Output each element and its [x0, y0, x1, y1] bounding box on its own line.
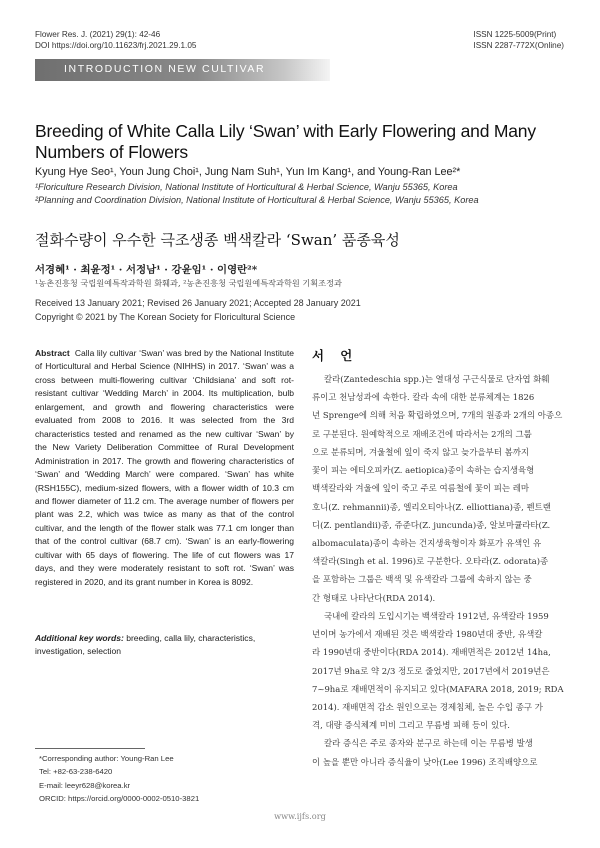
affiliation-2: ²Planning and Coordination Division, National Institute of Horticultural & Herbal Science, Wanju 55365, Korea: [35, 195, 479, 205]
introduction-line: 으로 분류되며, 겨울철에 잎이 죽지 않고 늦가을부터 봄까지: [312, 446, 530, 457]
copyright-line: Copyright © 2021 by The Korean Society for Floricultural Science: [35, 311, 296, 322]
issn-block: [473, 29, 564, 51]
introduction-line: albomaculata)종이 속하는 건지생육형이자 화포가 유색인 유: [312, 537, 542, 548]
korean-author-list: 서경혜¹ · 최윤정¹ · 서정남¹ · 강윤임¹ · 이영란²*: [35, 264, 258, 276]
correspondence-block: [39, 752, 199, 805]
introduction-body: [312, 370, 570, 771]
introduction-line: 라 1990년대 중반이다(RDA 2014). 재배면적은 2012년 14ha,: [312, 647, 551, 658]
introduction-line: 간 형태로 나타난다(RDA 2014).: [312, 592, 436, 603]
introduction-heading: 서 언: [312, 348, 359, 363]
abstract-label: Abstract: [35, 348, 70, 358]
introduction-line: 격, 대량 증식체계 미비 그리고 무름병 피해 등이 있다.: [312, 720, 510, 731]
affiliation-1: ¹Floriculture Research Division, National Institute of Horticultural & Herbal Science, Wanju 55365, Korea: [35, 182, 458, 192]
keywords: [35, 632, 294, 659]
abstract: [35, 347, 294, 589]
dates-block: [35, 297, 361, 324]
introduction-line: 로 구분된다. 원예학적으로 재배조건에 따라서는 2개의 그룹: [312, 428, 532, 439]
corresponding-tel: Tel: +82-63-238-6420: [39, 767, 113, 777]
introduction-line: 백색칼라와 겨울에 잎이 죽고 주로 여름철에 꽃이 피는 레마: [312, 483, 530, 494]
abstract-text: Calla lily cultivar ‘Swan’ was bred by the National Institute of Horticultural and Herbal Science (NIHHS) in 2017. ‘Swan’ was a cross between multi-flowering cultivar ‘Childsiana’ and soft rot-resistant cultivar ‘Wedding March’ in 2004. Its multiplication, bulb enlargement, and growth and flowering characteristics were evaluated from 2008 to 2016. It was selected from the 3rd characteristics tested and renamed as the new cultivar ‘Swan’ by the New Variety Deliberation Committee of Rural Development Administration in 2017. The growth and flowering characteristics of ‘Swan’ and ‘Wedding March’ were compared. ‘Swan’ has white (RSH155C), medium-sized flowers, with a flower width of 10.3 cm and flower diameter of 11.2 cm. The average number of flowers per plant was 2.2, which was twice as many as that of the control cultivar, and the length of the flower stalk was 77.1 cm longer than that of the control cultivar (68.7 cm). ‘Swan’ is an early-flowering cultivar with 65 days of flowering. The life of cut flowers was 17 days, and they were moderately resistant to soft rot. ‘Swan’ was registered in 2020, and its grant number in Korea is 8092.: [35, 348, 294, 587]
section-label: INTRODUCTION NEW CULTIVAR: [64, 63, 266, 75]
issn-online: ISSN 2287-772X(Online): [473, 41, 564, 50]
introduction-line: 칼라 증식은 주로 종자와 분구로 하는데 이는 무름병 발생: [324, 738, 533, 749]
korean-title: 절화수량이 우수한 극조생종 백색칼라 ‘Swan’ 품종육성: [35, 231, 400, 249]
journal-citation: [35, 29, 196, 51]
corresponding-email[interactable]: E-mail: leeyr628@korea.kr: [39, 780, 131, 790]
introduction-line: 류이고 천남성과에 속한다. 칼라 속에 대한 분류체계는 1826: [312, 392, 535, 403]
corresponding-orcid[interactable]: ORCID: https://orcid.org/0000-0002-0510-3821: [39, 793, 200, 803]
introduction-line: 디(Z. pentlandii)종, 쥬준다(Z. juncunda)종, 알보마큘라타(Z.: [312, 519, 551, 530]
author-list: Kyung Hye Seo¹, Youn Jung Choi¹, Jung Nam Suh¹, Yun Im Kang¹, and Young-Ran Lee²*: [35, 166, 461, 178]
introduction-line: 년 Sprenge에 의해 처음 확립하였으며, 7개의 원종과 2개의 아종으: [312, 410, 563, 421]
doi-line[interactable]: DOI https://doi.org/10.11623/frj.2021.29.1.05: [35, 41, 197, 50]
introduction-line: 색칼라(Singh et al. 1996)로 구분한다. 오타라(Z. odorata)종: [312, 556, 549, 567]
introduction-line: 칼라(Zantedeschia spp.)는 열대성 구근식물로 단자엽 화훼: [324, 374, 550, 384]
corresponding-author: *Corresponding author: Young-Ran Lee: [39, 754, 174, 763]
introduction-line: 국내에 칼라의 도입시기는 백색칼라 1912년, 유색칼라 1959: [324, 610, 549, 621]
footnote-divider: [35, 748, 145, 749]
introduction-line: 2014). 재배면적 감소 원인으로는 경제침체, 높은 수입 종구 가: [312, 701, 543, 712]
issn-print: ISSN 1225-5009(Print): [473, 30, 557, 39]
journal-line: Flower Res. J. (2021) 29(1): 42-46: [35, 30, 161, 39]
introduction-line: 꽃이 피는 에티오피카(Z. aetiopica)종이 속하는 습지생육형: [312, 465, 535, 476]
introduction-line: 을 포함하는 그룹은 백색 및 유색칼라 그룹에 속하지 않는 중: [312, 574, 532, 585]
keywords-text: breeding, calla lily, characteristics, investigation, selection: [35, 633, 256, 657]
footer-url[interactable]: www.ijfs.org: [274, 811, 326, 821]
received-line: Received 13 January 2021; Revised 26 January 2021; Accepted 28 January 2021: [35, 298, 361, 308]
section-label-band: [35, 59, 330, 81]
introduction-line: 7~9ha로 재배면적이 유지되고 있다(MAFARA 2018, 2019; RDA: [312, 683, 564, 694]
introduction-line: 호니(Z. rehmannii)종, 엘리오티아나(Z. elliottiana)종, 펜트랜: [312, 501, 551, 512]
keywords-label: Additional key words:: [35, 633, 124, 643]
article-title: Breeding of White Calla Lily ‘Swan’ with Early Flowering and Many Numbers of Flowers: [35, 121, 536, 162]
introduction-line: 년이며 농가에서 재배된 것은 백색칼라 1980년대 중반, 유색칼: [312, 629, 543, 640]
introduction-line: 이 높을 뿐만 아니라 증식율이 낮아(Lee 1996) 조직배양으로: [312, 756, 538, 767]
korean-affiliation: ¹농촌진흥청 국립원예특작과학원 화훼과, ²농촌진흥청 국립원예특작과학원 기획조정과: [35, 278, 342, 288]
introduction-line: 2017년 9ha로 약 2/3 정도로 줄었지만, 2017년에서 2019년은: [312, 665, 550, 676]
